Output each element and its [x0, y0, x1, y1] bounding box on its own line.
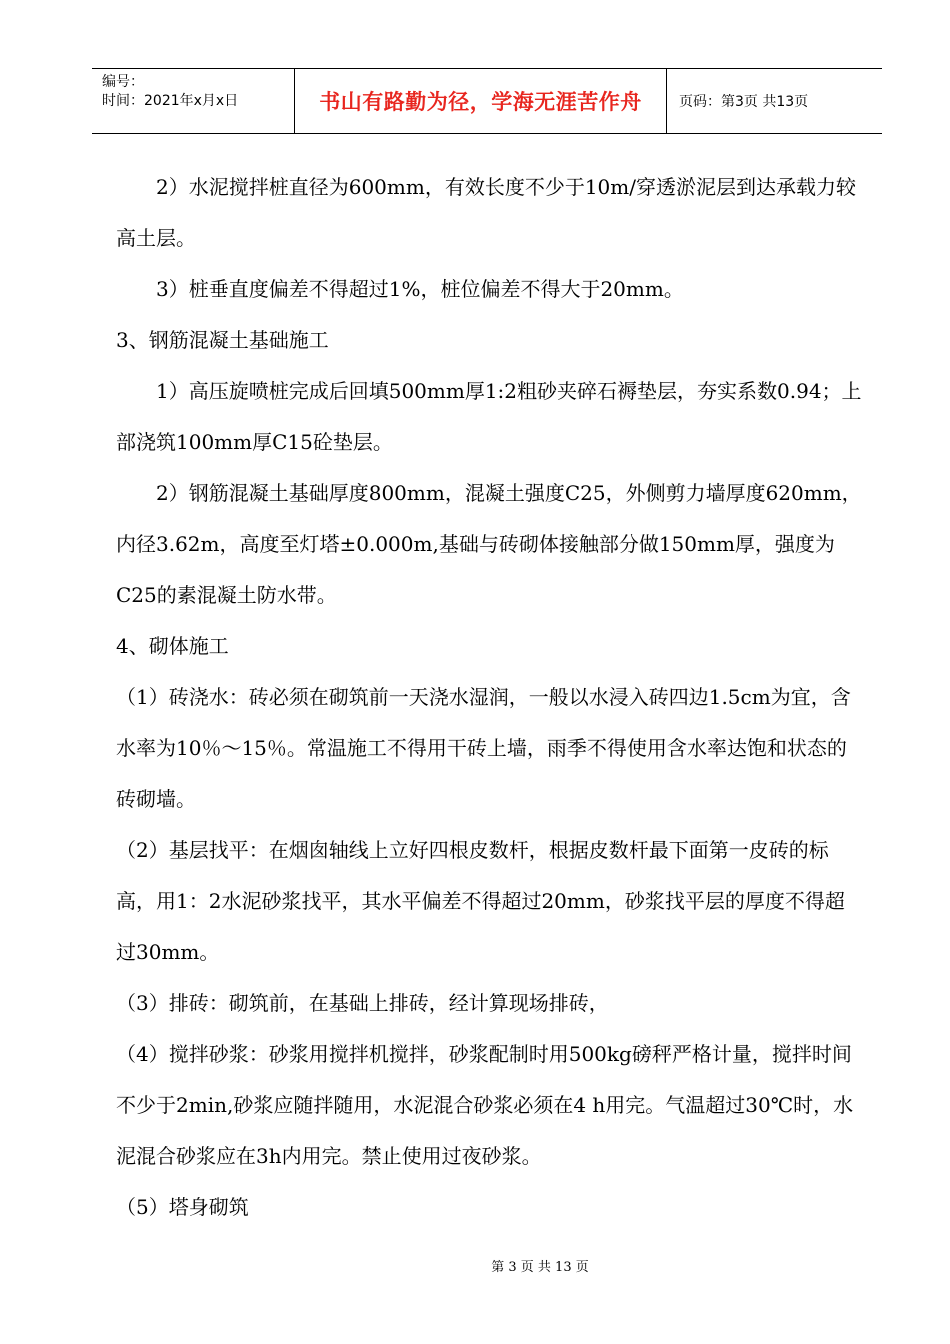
header-meta	[92, 69, 295, 133]
document-time-label: 时间：2021年x月x日	[102, 93, 239, 109]
document-body	[116, 162, 862, 1233]
section-heading: 4、砌体施工	[116, 634, 229, 658]
header-motto: 书山有路勤为径，学海无涯苦作舟	[295, 69, 667, 133]
list-item: （2）基层找平：在烟囱轴线上立好四根皮数杆，根据皮数杆最下面第一皮砖的标高，用1：2水泥砂浆找平，其水平偏差不得超过20mm，砂浆找平层的厚度不得超过30mm。	[116, 838, 845, 964]
list-item: （3）排砖：砌筑前，在基础上排砖，经计算现场排砖，	[116, 991, 609, 1015]
list-item: （1）砖浇水：砖必须在砌筑前一天浇水湿润，一般以水浸入砖四边1.5cm为宜，含水率为10％～15％。常温施工不得用干砖上墙，雨季不得使用含水率达饱和状态的砖砌墙。	[116, 685, 851, 811]
document-number-label: 编号：	[102, 74, 144, 90]
list-item: （5）塔身砌筑	[116, 1195, 249, 1219]
page-footer: 第 3 页 共 13 页	[491, 1260, 589, 1275]
list-item: （4）搅拌砂浆：砂浆用搅拌机搅拌，砂浆配制时用500kg磅秤严格计量，搅拌时间不少于2min,砂浆应随拌随用，水泥混合砂浆必须在4 h用完。气温超过30℃时，水泥混合砂浆应在3h内用完。禁止使用过夜砂浆。	[116, 1042, 854, 1168]
paragraph: 2）钢筋混凝土基础厚度800mm，混凝土强度C25，外侧剪力墙厚度620mm，内径3.62m，高度至灯塔±0.000m,基础与砖砌体接触部分做150mm厚，强度为C25的素混凝土防水带。	[116, 481, 862, 607]
paragraph: 2）水泥搅拌桩直径为600mm，有效长度不少于10m/穿透淤泥层到达承载力较高土层。	[116, 175, 856, 250]
paragraph: 1）高压旋喷桩完成后回填500mm厚1:2粗砂夹碎石褥垫层，夯实系数0.94；上部浇筑100mm厚C15砼垫层。	[116, 379, 862, 454]
paragraph: 3）桩垂直度偏差不得超过1%，桩位偏差不得大于20mm。	[156, 277, 684, 301]
header-page-number: 页码：第3页 共13页	[679, 94, 809, 110]
page-header	[92, 68, 882, 134]
section-heading: 3、钢筋混凝土基础施工	[116, 328, 329, 352]
